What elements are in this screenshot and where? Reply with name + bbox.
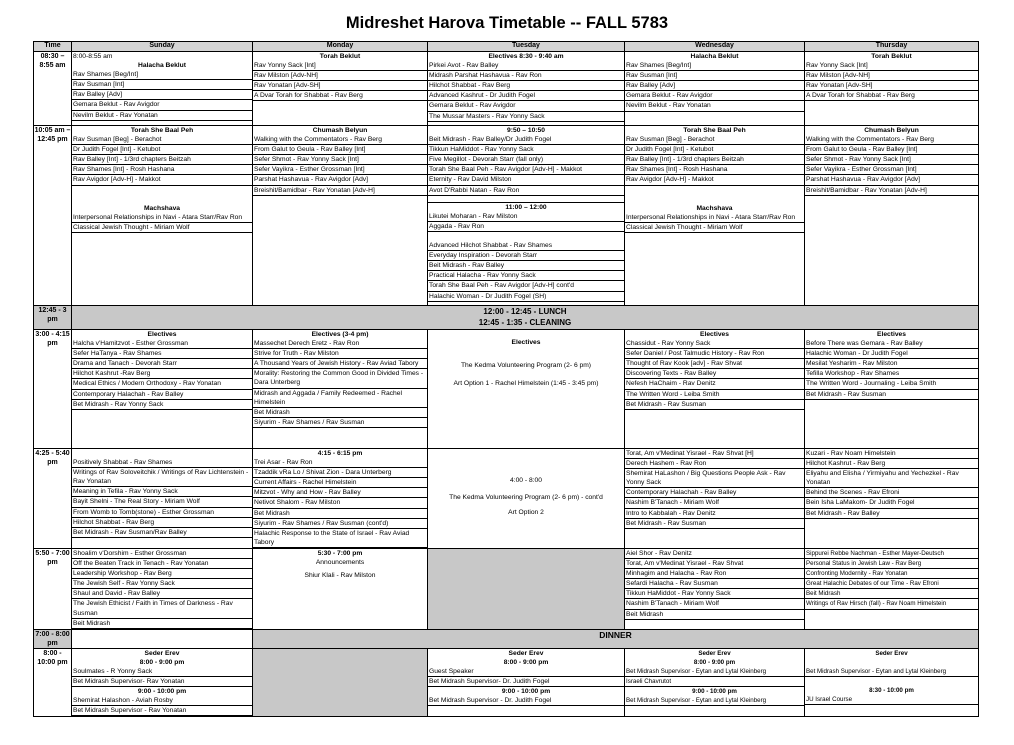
- list-item: Bet Midrash - Rav Susman: [625, 519, 804, 529]
- list-item: Rav Susman [Int]: [72, 80, 252, 90]
- list-item: Positively Shabbat - Rav Shames: [72, 458, 252, 468]
- list-item: Sefer HaTanya - Rav Shames: [72, 349, 252, 359]
- time-slot-6: 5:50 - 7:00 pm: [34, 549, 72, 630]
- list-item: Current Affairs - Rachel Himelstein: [253, 478, 427, 488]
- list-item: Rav Avigdor [Adv-H] - Makkot: [625, 175, 804, 185]
- thursday-slot-1: [805, 52, 979, 126]
- list-item: Advanced Kashrut - Dr Judith Fogel: [428, 91, 624, 101]
- sunday-seder-time-2: 9:00 - 10:00 pm: [137, 688, 187, 696]
- thursday-slot-1-list: [805, 61, 978, 101]
- list-item: Beit Midrash - Rav Balley: [428, 261, 624, 271]
- list-item: The Jewish Self - Rav Yonny Sack: [72, 579, 252, 589]
- list-item: The Written Word - Journaling - Leiba Smith: [805, 379, 978, 389]
- list-item: Mitzvot - Why and How - Rav Balley: [253, 488, 427, 498]
- thursday-slot-2: [805, 126, 979, 306]
- list-item: Eternity - Rav David Milston: [428, 175, 624, 185]
- list-item: Avot D'Rabbi Natan - Rav Ron: [428, 186, 624, 196]
- list-item: Medical Ethics / Modern Orthodoxy - Rav Yonatan: [72, 379, 252, 389]
- list-item: Rav Yonny Sack [Int]: [805, 61, 978, 71]
- lunch-band: [72, 306, 979, 330]
- list-item: Sefardi Halacha - Rav Susman: [625, 579, 804, 589]
- tuesday-slot-2-list: [428, 135, 624, 196]
- thursday-slot-2-list: [805, 135, 978, 196]
- list-item: Halachic Woman - Dr Judith Fogel: [805, 349, 978, 359]
- list-item: Dr Judith Fogel [Int] - Ketubot: [72, 145, 252, 155]
- header-sunday: Sunday: [72, 42, 253, 52]
- list-item: Tikkun HaMiddot - Rav Yonny Sack: [428, 145, 624, 155]
- tuesday-slot-1-list: [428, 61, 624, 122]
- thursday-seder-time-2: 8:30 - 10:00 pm: [869, 687, 914, 695]
- sunday-slot-4-heading: Electives: [147, 331, 177, 338]
- wednesday-seder-erev-heading: Seder Erev: [698, 649, 731, 657]
- list-item: Massechet Derech Eretz - Rav Ron: [253, 339, 427, 349]
- row-afternoon-1: [34, 330, 979, 449]
- list-item: Breishit/Bamidbar - Rav Yonatan [Adv-H]: [805, 186, 978, 196]
- monday-slot-2: [253, 126, 428, 306]
- monday-slot-6-heading: 5:30 - 7:00 pm: [317, 550, 363, 557]
- list-item: Walking with the Commentators - Rav Berg: [805, 135, 978, 145]
- thursday-slot-5: [805, 449, 979, 549]
- wednesday-seder-list-b: [625, 696, 804, 706]
- row-lunch: [34, 306, 979, 330]
- list-item: Five Megillot - Devorah Starr (fall only): [428, 155, 624, 165]
- monday-announcements: Announcements: [315, 559, 365, 567]
- list-item: The Mussar Masters - Rav Yonny Sack: [428, 112, 624, 122]
- time-slot-5: 4:25 - 5:40 pm: [34, 449, 72, 549]
- list-item: Drama and Tanach - Devorah Starr: [72, 359, 252, 369]
- list-item: Tikkun HaMiddot - Rav Yonny Sack: [625, 589, 804, 599]
- list-item: Shemirat HaLashon / Big Questions People Ask - Rav Yonny Sack: [625, 469, 804, 488]
- list-item: Bet Midrash - Rav Yonny Sack: [72, 400, 252, 410]
- row-morning-1: [34, 52, 979, 126]
- list-item: JU Israel Course: [805, 695, 978, 705]
- wednesday-slot-6: [625, 549, 805, 630]
- sunday-slot-6: [72, 549, 253, 630]
- header-monday: Monday: [253, 42, 428, 52]
- list-item: Interpersonal Relationships in Navi - Atara Starr/Rav Ron: [625, 213, 804, 223]
- list-item: Bayit Shelni - The Real Story - Miriam Wolf: [72, 497, 252, 507]
- tuesday-late-heading: 11:00 – 12:00: [428, 202, 624, 212]
- list-item: Rav Balley [Int] - 1/3rd chapters Beitzah: [72, 155, 252, 165]
- list-item: Practical Halacha - Rav Yonny Sack: [428, 271, 624, 281]
- wednesday-slot-1-list: [625, 61, 804, 111]
- wednesday-slot-6-list: [625, 549, 804, 620]
- monday-slot-6: [253, 549, 428, 630]
- list-item: Rav Milston [Adv-NH]: [253, 71, 427, 81]
- list-item: Torat, Am v'Medinat Yisrael - Rav Shvat [H]: [625, 449, 804, 459]
- list-item: Sefer Vayikra - Esther Grossman [Int]: [253, 165, 427, 175]
- list-item: From Womb to Tomb(stone) - Esther Grossman: [72, 508, 252, 518]
- list-item: Breishit/Bamidbar - Rav Yonatan [Adv-H]: [253, 186, 427, 196]
- tuesday-slot-2: [428, 126, 625, 306]
- list-item: Nefesh HaChaim - Rav Denitz: [625, 379, 804, 389]
- list-item: Everyday Inspiration - Devorah Starr: [428, 251, 624, 261]
- wednesday-slot-5: [625, 449, 805, 549]
- thursday-seder-list-b: [805, 695, 978, 705]
- thursday-slot-1-heading: Torah Beklut: [871, 53, 912, 60]
- tuesday-slot-5: [428, 449, 625, 549]
- wednesday-slot-4-heading: Electives: [700, 331, 729, 338]
- list-item: Contemporary Halachah - Rav Balley: [72, 390, 252, 400]
- wednesday-slot-1-heading: Halacha Beklut: [690, 53, 739, 60]
- wednesday-seder-time-1: 8:00 - 9:00 pm: [693, 658, 736, 666]
- list-item: Meaning in Tefila - Rav Yonny Sack: [72, 487, 252, 497]
- list-item: Rav Susman [Beg] - Berachot: [72, 135, 252, 145]
- list-item: Sippurei Rebbe Nachman - Esther Mayer-Deutsch: [805, 549, 978, 559]
- list-item: Netivot Shalom - Rav Milston: [253, 498, 427, 508]
- list-item: Midrash and Aggada / Family Redeemed - Rachel Himelstein: [253, 389, 427, 408]
- tuesday-seder-list-a: [428, 667, 624, 687]
- list-item: Dr Judith Fogel [Int] - Ketubot: [625, 145, 804, 155]
- monday-slot-4-list: [253, 339, 427, 428]
- list-item: Bet Midrash Supervisor- Rav Yonatan: [72, 677, 252, 687]
- list-item: Beit Midrash: [805, 589, 978, 599]
- list-item: Rav Balley [Int] - 1/3rd chapters Beitzah: [625, 155, 804, 165]
- sunday-slot-5: [72, 449, 253, 549]
- list-item: Halachic Response to the State of Israel - Rav Aviad Tabory: [253, 529, 427, 548]
- list-item: Bet Midrash - Rav Balley: [805, 509, 978, 519]
- list-item: Rav Shames [Beg/Int]: [72, 70, 252, 80]
- time-slot-2: 10:05 am – 12:45 pm: [34, 126, 72, 306]
- list-item: Minhagim and Halacha - Rav Ron: [625, 569, 804, 579]
- sunday-slot-6-list: [72, 549, 252, 629]
- list-item: Parshat Hashavua - Rav Avigdor [Adv]: [805, 175, 978, 185]
- thursday-slot-2-heading: Chumash Belyun: [864, 127, 919, 134]
- sunday-slot-4: [72, 330, 253, 449]
- row-night: [34, 648, 979, 717]
- list-item: Discovering Texts - Rav Balley: [625, 369, 804, 379]
- row-dinner: [34, 629, 979, 648]
- list-item: Intro to Kabbalah - Rav Denitz: [625, 509, 804, 519]
- list-item: Chassidut - Rav Yonny Sack: [625, 339, 804, 349]
- thursday-seder-erev-heading: Seder Erev: [875, 649, 908, 657]
- list-item: Great Halachic Debates of our Time - Rav Efroni: [805, 579, 978, 589]
- list-item: A Dvar Torah for Shabbat - Rav Berg: [805, 91, 978, 101]
- list-item: Sefer Daniel / Post Talmudic History - Rav Ron: [625, 349, 804, 359]
- list-item: The Jewish Ethicist / Faith in Times of Darkness - Rav Susman: [72, 599, 252, 618]
- tuesday-seder-list-b: [428, 696, 624, 706]
- list-item: Shaul and David - Rav Balley: [72, 589, 252, 599]
- tuesday-slot-1: [428, 52, 625, 126]
- list-item: Pirkei Avot - Rav Balley: [428, 61, 624, 71]
- list-item: Leadership Workshop - Rav Berg: [72, 569, 252, 579]
- tuesday-kedma-1: The Kedma Volunteering Program (2- 6 pm): [460, 362, 592, 370]
- dinner-band: DINNER: [253, 629, 979, 648]
- thursday-seder-list-a: [805, 667, 978, 677]
- list-item: Rav Shames [Beg/Int]: [625, 61, 804, 71]
- list-item: Bet Midrash - Rav Susman: [805, 390, 978, 400]
- monday-slot-1-heading: Torah Beklut: [319, 53, 361, 60]
- list-item: Classical Jewish Thought - Miriam Wolf: [625, 223, 804, 233]
- thursday-slot-6-list: [805, 549, 978, 610]
- list-item: Israeli Chavrutot: [625, 677, 804, 687]
- list-item: Bet Midrash - Rav Susman/Rav Balley: [72, 528, 252, 538]
- list-item: Shoalim v'Dorshim - Esther Grossman: [72, 549, 252, 559]
- list-item: Strive for Truth - Rav Milston: [253, 349, 427, 359]
- wednesday-slot-8: [625, 648, 805, 717]
- list-item: Bet Midrash Supervisor - Dr. Judith Fogel: [428, 696, 624, 706]
- list-item: From Galut to Geula - Rav Balley [Int]: [805, 145, 978, 155]
- row-afternoon-2: [34, 449, 979, 549]
- list-item: Rav Susman [Int]: [625, 71, 804, 81]
- sunday-dinner-blank: [72, 629, 253, 648]
- list-item: Before There was Gemara - Rav Balley: [805, 339, 978, 349]
- header-wednesday: Wednesday: [625, 42, 805, 52]
- time-slot-7: 7:00 - 8:00 pm: [35, 630, 70, 647]
- tuesday-slot-8: [428, 648, 625, 717]
- thursday-slot-5-list: [805, 449, 978, 519]
- list-item: Advanced Hilchot Shabbat - Rav Shames: [428, 241, 624, 251]
- list-item: Torah She Baal Peh - Rav Avigdor [Adv-H] - Makkot: [428, 165, 624, 175]
- sunday-time-note: 8:00-8:55 am: [73, 53, 113, 60]
- tuesday-art-1: Art Option 1 - Rachel Himelstein (1:45 - 3:45 pm): [453, 380, 599, 388]
- list-item: Gemara Beklut - Rav Avigdor: [625, 91, 804, 101]
- monday-slot-5-heading: 4:15 - 6:15 pm: [317, 450, 363, 457]
- list-item: Derech Hashem - Rav Ron: [625, 459, 804, 469]
- thursday-slot-4-list: [805, 339, 978, 400]
- header-thursday: Thursday: [805, 42, 979, 52]
- list-item: Midrash Parshat Hashavua - Rav Ron: [428, 71, 624, 81]
- list-item: Bet Midrash Supervisor - Eytan and Lytal Kleinberg: [625, 667, 804, 677]
- wednesday-slot-4-list: [625, 339, 804, 410]
- list-item: Rav Avigdor [Adv-H] - Makkot: [72, 175, 252, 185]
- tuesday-slot-2-heading: 9:50 – 10:50: [507, 127, 545, 134]
- tuesday-seder-time-1: 8:00 - 9:00 pm: [503, 658, 549, 666]
- list-item: Likutei Moharan - Rav Milston: [428, 212, 624, 222]
- tuesday-slot-1-heading: Electives 8:30 - 9:40 am: [488, 53, 564, 60]
- monday-slot-2-heading: Chumash Belyun: [312, 127, 368, 134]
- header-row: [34, 42, 979, 52]
- monday-slot-4: [253, 330, 428, 449]
- sunday-slot-2: [72, 126, 253, 306]
- tuesday-slot-5-heading: 4:00 - 8:00: [510, 477, 542, 484]
- sunday-seder-list-b: [72, 696, 252, 716]
- list-item: Shemirat Halashon - Aviah Rosby: [72, 696, 252, 706]
- list-item: Beit Midrash - Rav Balley/Dr Judith Fogel: [428, 135, 624, 145]
- sunday-slot-5-list: [72, 458, 252, 538]
- list-item: Bet Midrash Supervisor- Dr. Judith Fogel: [428, 677, 624, 687]
- list-item: Tzaddik vRa Lo / Shivat Zion - Dara Unterberg: [253, 468, 427, 478]
- list-item: A Dvar Torah for Shabbat - Rav Berg: [253, 91, 427, 101]
- wednesday-slot-2: [625, 126, 805, 306]
- list-item: Bet Midrash - Rav Susman: [625, 400, 804, 410]
- tuesday-slot-6: [428, 549, 625, 630]
- list-item: Halachic Woman - Dr Judith Fogel (SH): [428, 292, 624, 302]
- list-item: Bet Midrash Supervisor - Eytan and Lytal Kleinberg: [805, 667, 978, 677]
- list-item: Off the Beaten Track in Tenach - Rav Yonatan: [72, 559, 252, 569]
- list-item: Hilchot Kashrut - Rav Berg: [805, 459, 978, 469]
- list-item: Walking with the Commentators - Rav Berg: [253, 135, 427, 145]
- list-item: Bet Midrash Supervisor - Eytan and Lytal Kleinberg: [625, 696, 804, 706]
- sunday-slot-1-heading: Halacha Beklut: [138, 62, 186, 70]
- list-item: Gemara Beklut - Rav Avigdor: [72, 100, 252, 110]
- list-item: Confronting Modernity - Rav Yonatan: [805, 569, 978, 579]
- lunch-line: 12:00 - 12:45 - LUNCH: [483, 307, 567, 316]
- row-evening-1: [34, 549, 979, 630]
- thursday-slot-8: [805, 648, 979, 717]
- list-item: Soulmates - R Yonny Sack: [72, 667, 252, 677]
- time-slot-8: 8:00 - 10:00 pm: [34, 648, 72, 717]
- thursday-slot-4-heading: Electives: [877, 331, 906, 338]
- tuesday-seder-erev-heading: Seder Erev: [508, 649, 544, 657]
- tuesday-slot-4: [428, 330, 625, 449]
- thursday-slot-4: [805, 330, 979, 449]
- wednesday-seder-list-a: [625, 667, 804, 687]
- tuesday-kedma-2: The Kedma Volunteering Program (2- 6 pm) - cont'd: [449, 494, 603, 502]
- tuesday-late-list-b: [428, 241, 624, 302]
- list-item: Hilchot Shabbat - Rav Berg: [428, 81, 624, 91]
- list-item: Beit Midrash: [625, 610, 804, 620]
- list-item: Sefer Shmot - Rav Yonny Sack [Int]: [805, 155, 978, 165]
- list-item: Aiel Shor - Rav Denitz: [625, 549, 804, 559]
- list-item: Nashim B'Tanach - Miriam Wolf: [625, 498, 804, 508]
- list-item: Bein Isha LaMakom- Dr Judith Fogel: [805, 498, 978, 508]
- list-item: Rav Balley [Adv]: [625, 81, 804, 91]
- list-item: Torat, Am v'Medinat Yisrael - Rav Shvat: [625, 559, 804, 569]
- list-item: Halcha v'Hamitzvot - Esther Grossman: [72, 339, 252, 349]
- tuesday-late-list-a: [428, 212, 624, 232]
- list-item: Hilchot Kashrut -Rav Berg: [72, 369, 252, 379]
- wednesday-slot-2-heading: Torah She Baal Peh: [683, 127, 746, 134]
- tuesday-art-2: Art Option 2: [508, 509, 544, 517]
- monday-shiur-klali: Shiur Klali - Rav Milston: [304, 572, 376, 580]
- list-item: Personal Status in Jewish Law - Rav Berg: [805, 559, 978, 569]
- list-item: Mesilat Yesharim - Rav Milston: [805, 359, 978, 369]
- thursday-slot-6: [805, 549, 979, 630]
- list-item: Siyurim - Rav Shames / Rav Susman: [253, 418, 427, 428]
- sunday-slot-1: [72, 52, 253, 126]
- list-item: Beit Midrash: [72, 619, 252, 629]
- header-tuesday: Tuesday: [428, 42, 625, 52]
- sunday-seder-erev-heading: Seder Erev: [144, 649, 180, 657]
- monday-slot-4-heading: Electives (3-4 pm): [311, 331, 369, 338]
- header-time: Time: [34, 42, 72, 52]
- monday-slot-8: [253, 648, 428, 717]
- list-item: Trei Asar - Rav Ron: [253, 458, 427, 468]
- monday-slot-5: [253, 449, 428, 549]
- sunday-slot-4-list: [72, 339, 252, 410]
- monday-slot-1: [253, 52, 428, 126]
- sunday-slot-2-heading: Torah She Baal Peh: [130, 127, 194, 134]
- list-item: Aggada - Rav Ron: [428, 222, 624, 232]
- time-slot-1: 08:30 – 8:55 am: [34, 52, 72, 126]
- wednesday-slot-5-list: [625, 449, 804, 529]
- sunday-slot-1-list: [72, 70, 252, 120]
- list-item: Rav Yonatan [Adv-SH]: [253, 81, 427, 91]
- list-item: Rav Yonatan [Adv-SH]: [805, 81, 978, 91]
- list-item: Behind the Scenes - Rav Efroni: [805, 488, 978, 498]
- monday-slot-2-list: [253, 135, 427, 196]
- page-title: Midreshet Harova Timetable -- FALL 5783: [345, 14, 669, 32]
- list-item: A Thousand Years of Jewish History - Rav Aviad Tabory: [253, 359, 427, 369]
- list-item: Tefilla Workshop - Rav Shames: [805, 369, 978, 379]
- tuesday-seder-time-2: 9:00 - 10:00 pm: [501, 688, 551, 696]
- list-item: Morality: Restoring the Common Good in Divided Times - Dara Unterberg: [253, 369, 427, 388]
- list-item: Nevilm Beklut - Rav Yonatan: [625, 101, 804, 111]
- list-item: Parshat Hashavua - Rav Avigdor [Adv]: [253, 175, 427, 185]
- list-item: Hilchot Shabbat - Rav Berg: [72, 518, 252, 528]
- list-item: Rav Shames [Int] - Rosh Hashana: [625, 165, 804, 175]
- list-item: Bet Midrash: [253, 509, 427, 519]
- wednesday-seder-time-2: 9:00 - 10:00 pm: [692, 688, 737, 696]
- sunday-seder-list-a: [72, 667, 252, 687]
- list-item: Kuzari - Rav Noam Himelstein: [805, 449, 978, 459]
- list-item: Sefer Shmot - Rav Yonny Sack [Int]: [253, 155, 427, 165]
- list-item: The Written Word - Leiba Smith: [625, 390, 804, 400]
- list-item: Nashim B'Tanach - Miriam Wolf: [625, 599, 804, 609]
- list-item: Classical Jewish Thought - Miriam Wolf: [72, 223, 252, 233]
- row-morning-2: [34, 126, 979, 306]
- sunday-machshava-list: [72, 213, 252, 233]
- list-item: Torah She Baal Peh - Rav Avigdor [Adv-H] cont'd: [428, 281, 624, 291]
- list-item: Siyurim - Rav Shames / Rav Susman (cont'd): [253, 519, 427, 529]
- list-item: Writings of Rav Hirsch (fall) - Rav Noam Himelstein: [805, 599, 978, 609]
- sunday-seder-time-1: 8:00 - 9:00 pm: [139, 658, 185, 666]
- list-item: Rav Yonny Sack [Int]: [253, 61, 427, 71]
- wednesday-slot-1: [625, 52, 805, 126]
- wednesday-slot-4: [625, 330, 805, 449]
- list-item: Thought of Rav Kook [adv] - Rav Shvat: [625, 359, 804, 369]
- list-item: Interpersonal Relationships in Navi - Atara Starr/Rav Ron: [72, 213, 252, 223]
- list-item: From Galut to Geula - Rav Balley [Int]: [253, 145, 427, 155]
- list-item: Writings of Rav Soloveitchik / Writings of Rav Lichtenstein - Rav Yonatan: [72, 468, 252, 487]
- list-item: Guest Speaker: [428, 667, 624, 677]
- list-item: Nevilm Beklut - Rav Yonatan: [72, 111, 252, 121]
- wednesday-machshava-list: [625, 213, 804, 233]
- list-item: Gemara Beklut - Rav Avigdor: [428, 101, 624, 111]
- wednesday-machshava-heading: Machshava: [696, 204, 733, 212]
- time-slot-4: 3:00 - 4:15 pm: [34, 330, 72, 449]
- list-item: Sefer Vayikra - Esther Grossman [Int]: [805, 165, 978, 175]
- tuesday-slot-4-heading: Electives: [511, 339, 541, 346]
- list-item: Rav Susman [Beg] - Berachot: [625, 135, 804, 145]
- list-item: Bet Midrash Supervisor - Rav Yonatan: [72, 706, 252, 716]
- monday-slot-1-list: [253, 61, 427, 101]
- list-item: Bet Midrash: [253, 408, 427, 418]
- sunday-slot-8: [72, 648, 253, 717]
- list-item: Rav Milston [Adv-NH]: [805, 71, 978, 81]
- timetable: [33, 41, 979, 717]
- sunday-machshava-heading: Machshava: [143, 204, 181, 212]
- sunday-slot-2-list: [72, 135, 252, 185]
- list-item: Rav Shames [Int] - Rosh Hashana: [72, 165, 252, 175]
- list-item: Eliyahu and Elisha / Yirmiyahu and Yechezkel - Rav Yonatan: [805, 469, 978, 488]
- list-item: Contemporary Halachah - Rav Balley: [625, 488, 804, 498]
- list-item: Rav Balley [Adv]: [72, 90, 252, 100]
- wednesday-slot-2-list: [625, 135, 804, 185]
- cleaning-line: 12:45 - 1:35 - CLEANING: [478, 318, 572, 327]
- monday-slot-5-list: [253, 458, 427, 548]
- time-slot-3: 12:45 - 3 pm: [34, 306, 72, 330]
